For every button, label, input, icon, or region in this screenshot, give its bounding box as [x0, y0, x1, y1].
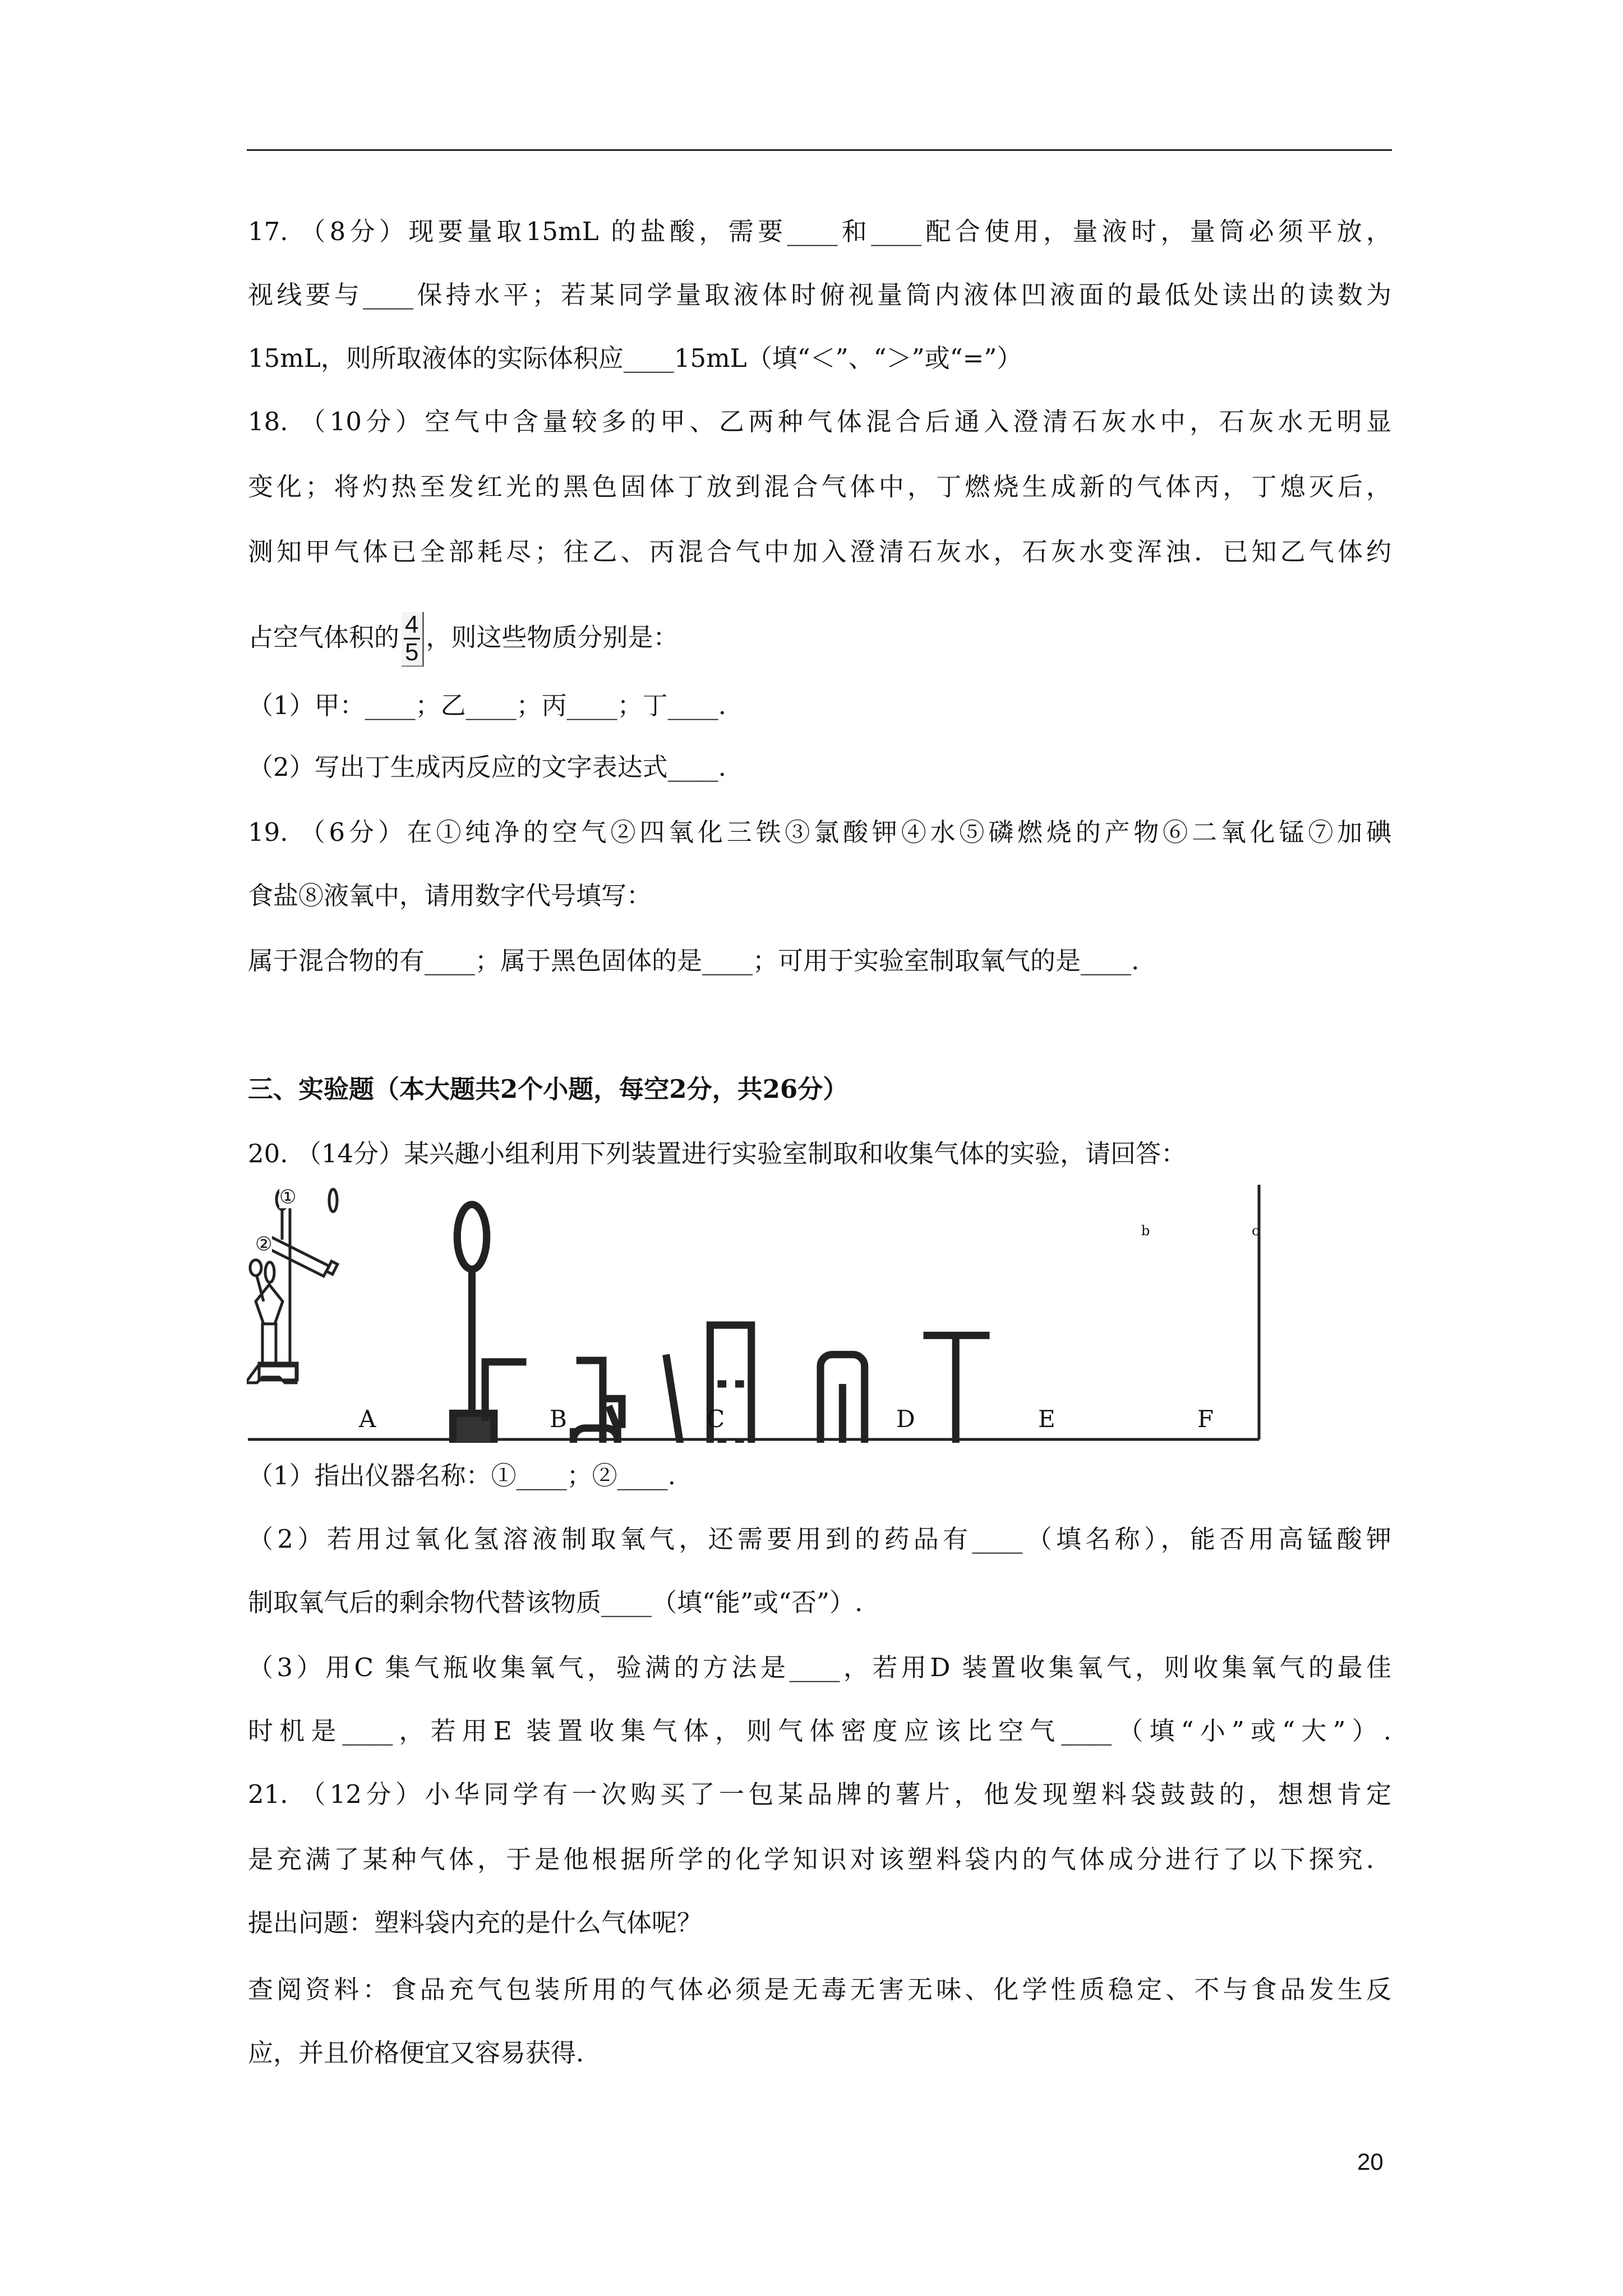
- q20-sub-1: （1）指出仪器名称：①____；②____.: [248, 1461, 676, 1490]
- q18-line-2: 变化；将灼热至发红光的黑色固体丁放到混合气体中，丁燃烧生成新的气体丙，丁熄灭后，: [248, 472, 1391, 501]
- q19-line-3: 属于混合物的有____；属于黑色固体的是____；可用于实验室制取氧气的是____.: [248, 946, 1140, 976]
- q18-sub-1: （1）甲：____；乙____；丙____；丁____.: [248, 691, 726, 720]
- q19-line-1: 19. （6分）在①纯净的空气②四氧化三铁③氯酸钾④水⑤磷燃烧的产物⑥二氧化锰⑦加碘: [248, 817, 1391, 847]
- question-18-fraction-line: [248, 611, 1391, 666]
- q20-sub-2b: 制取氧气后的剩余物代替该物质____（填“能”或“否”）.: [248, 1588, 863, 1617]
- q20-line-1: 20. （14分）某兴趣小组利用下列装置进行实验室制取和收集气体的实验，请回答：: [248, 1139, 1187, 1168]
- text-after-fraction: ，则这些物质分别是：: [426, 622, 679, 652]
- q19-line-2: 食盐⑧液氧中，请用数字代号填写：: [248, 881, 652, 910]
- apparatus-drawings: [247, 1178, 1262, 1443]
- q21-research-2: 应，并且价格便宜又容易获得．: [248, 2038, 602, 2068]
- q18-line-1: 18. （10分）空气中含量较多的甲、乙两种气体混合后通入澄清石灰水中，石灰水无明显: [248, 407, 1391, 436]
- text-before-fraction: 占空气体积的: [248, 622, 400, 652]
- q17-line-2: 视线要与____保持水平；若某同学量取液体时俯视量筒内液体凹液面的最低处读出的读数为: [248, 280, 1391, 310]
- apparatus-label-d: D: [896, 1405, 915, 1433]
- instrument-marker-2: ②: [255, 1233, 273, 1255]
- q17-line-1: 17. （8分）现要量取15mL 的盐酸，需要____和____配合使用，量液时，量筒必须平放，: [248, 217, 1391, 246]
- q18-line-3: 测知甲气体已全部耗尽；往乙、丙混合气中加入澄清石灰水，石灰水变浑浊．已知乙气体约: [248, 537, 1391, 567]
- q20-sub-3a: （3）用C 集气瓶收集氧气，验满的方法是____，若用D 装置收集氧气，则收集氧气的最佳: [248, 1653, 1391, 1682]
- apparatus-label-e: E: [1038, 1405, 1055, 1433]
- port-label-b: b: [1141, 1223, 1150, 1239]
- instrument-marker-1: ①: [279, 1186, 297, 1208]
- fraction-four-fifths: [402, 612, 423, 667]
- page-number: 20: [1357, 2148, 1384, 2175]
- q21-research-1: 查阅资料：食品充气包装所用的气体必须是无毒无害无味、化学性质稳定、不与食品发生反: [248, 1975, 1391, 2004]
- q21-question: 提出问题：塑料袋内充的是什么气体呢？: [248, 1908, 703, 1938]
- q17-line-3: 15mL，则所取液体的实际体积应____15mL（填“＜”、“＞”或“=”）: [248, 343, 1022, 373]
- apparatus-label-c: C: [707, 1405, 725, 1433]
- header-rule: [247, 149, 1392, 151]
- fraction-denominator: 5: [405, 638, 419, 666]
- q20-sub-2a: （2）若用过氧化氢溶液制取氧气，还需要用到的药品有____（填名称），能否用高锰酸钾: [248, 1524, 1391, 1554]
- q18-sub-2: （2）写出丁生成丙反应的文字表达式____.: [248, 752, 726, 782]
- fraction-numerator: 4: [405, 611, 419, 638]
- q20-sub-3b: 时机是____，若用E 装置收集气体，则气体密度应该比空气____（填“小”或“大”）.: [248, 1716, 1391, 1746]
- apparatus-label-f: F: [1197, 1405, 1214, 1433]
- apparatus-label-b: B: [550, 1405, 567, 1433]
- q21-line-2: 是充满了某种气体，于是他根据所学的化学知识对该塑料袋内的气体成分进行了以下探究．: [248, 1844, 1391, 1874]
- flask-b: [382, 1204, 527, 1443]
- q21-line-1: 21. （12分）小华同学有一次购买了一包某品牌的薯片，他发现塑料袋鼓鼓的，想想肯定: [248, 1779, 1391, 1809]
- port-label-c: c: [1252, 1223, 1260, 1239]
- section-heading: 三、实验题（本大题共2个小题，每空2分，共26分）: [248, 1074, 849, 1104]
- inverted-bottle-e: [820, 1355, 872, 1443]
- gas-washing-bottle-f: [924, 1336, 990, 1443]
- gas-bottle-c: [573, 1360, 622, 1443]
- apparatus-label-a: A: [359, 1405, 376, 1433]
